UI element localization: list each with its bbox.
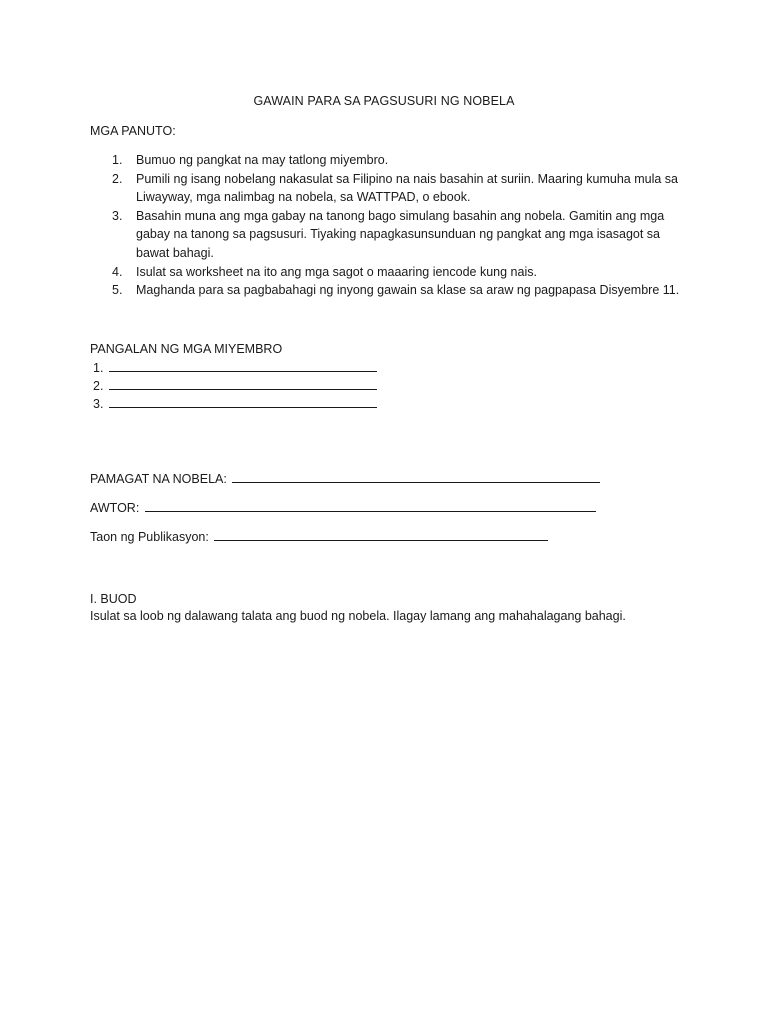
instruction-number: 4. [112, 264, 123, 279]
instruction-number: 2. [112, 171, 123, 186]
author-label: AWTOR: [90, 501, 140, 515]
member-entry [93, 377, 377, 395]
section-buod-heading: I. BUOD [90, 592, 137, 606]
instruction-item [112, 263, 692, 282]
instructions-list [112, 151, 692, 300]
instruction-line: Maghanda para sa pagbabahagi ng inyong gawain sa klase sa araw ng pagpapasa Disyembre 11. [136, 283, 680, 298]
members-heading: PANGALAN NG MGA MIYEMBRO [90, 342, 283, 356]
members-list [93, 359, 377, 414]
instruction-line: Bumuo ng pangkat na may tatlong miyembro. [136, 153, 389, 167]
instruction-number: 5. [112, 283, 123, 298]
publication-year-blank[interactable] [214, 528, 548, 541]
instruction-line: Pumili ng isang nobelang nakasulat sa Filipino na nais basahin at suriin. Maaring kumuha mula sa [136, 171, 678, 186]
document-title: GAWAIN PARA SA PAGSUSURI NG NOBELA [253, 94, 515, 108]
member-name-blank[interactable] [109, 395, 377, 408]
instruction-line: Liwayway, mga nalimbag na nobela, sa WATTPAD, o ebook. [136, 190, 471, 205]
novel-title-field [90, 470, 600, 486]
instruction-number: 1. [112, 153, 123, 167]
instruction-item [112, 151, 692, 170]
author-field [90, 499, 596, 515]
publication-year-field [90, 528, 548, 544]
author-blank[interactable] [145, 499, 596, 512]
publication-year-label: Taon ng Publikasyon: [90, 530, 209, 544]
member-number: 3. [93, 397, 104, 412]
instruction-line: Basahin muna ang mga gabay na tanong bago simulang basahin ang nobela. Gamitin ang mga [136, 208, 665, 223]
member-entry [93, 395, 377, 413]
instruction-number: 3. [112, 208, 123, 223]
member-entry [93, 359, 377, 377]
section-buod-instruction: Isulat sa loob ng dalawang talata ang buod ng nobela. Ilagay lamang ang mahahalagang bahagi. [90, 609, 626, 623]
instruction-line: bawat bahagi. [136, 245, 214, 260]
instruction-item [112, 281, 692, 300]
novel-title-blank[interactable] [232, 470, 600, 483]
instruction-line: Isulat sa worksheet na ito ang mga sagot o maaaring iencode kung nais. [136, 264, 537, 279]
instruction-line: gabay na tanong sa pagsusuri. Tiyaking napagkasunsunduan ng pangkat ang mga isasagot sa [136, 227, 660, 242]
instruction-item [112, 207, 692, 263]
member-name-blank[interactable] [109, 377, 377, 390]
member-number: 2. [93, 379, 104, 394]
novel-title-label: PAMAGAT NA NOBELA: [90, 472, 227, 486]
instructions-heading: MGA PANUTO: [90, 124, 176, 138]
member-number: 1. [93, 361, 104, 375]
member-name-blank[interactable] [109, 359, 377, 372]
instruction-item [112, 170, 692, 207]
